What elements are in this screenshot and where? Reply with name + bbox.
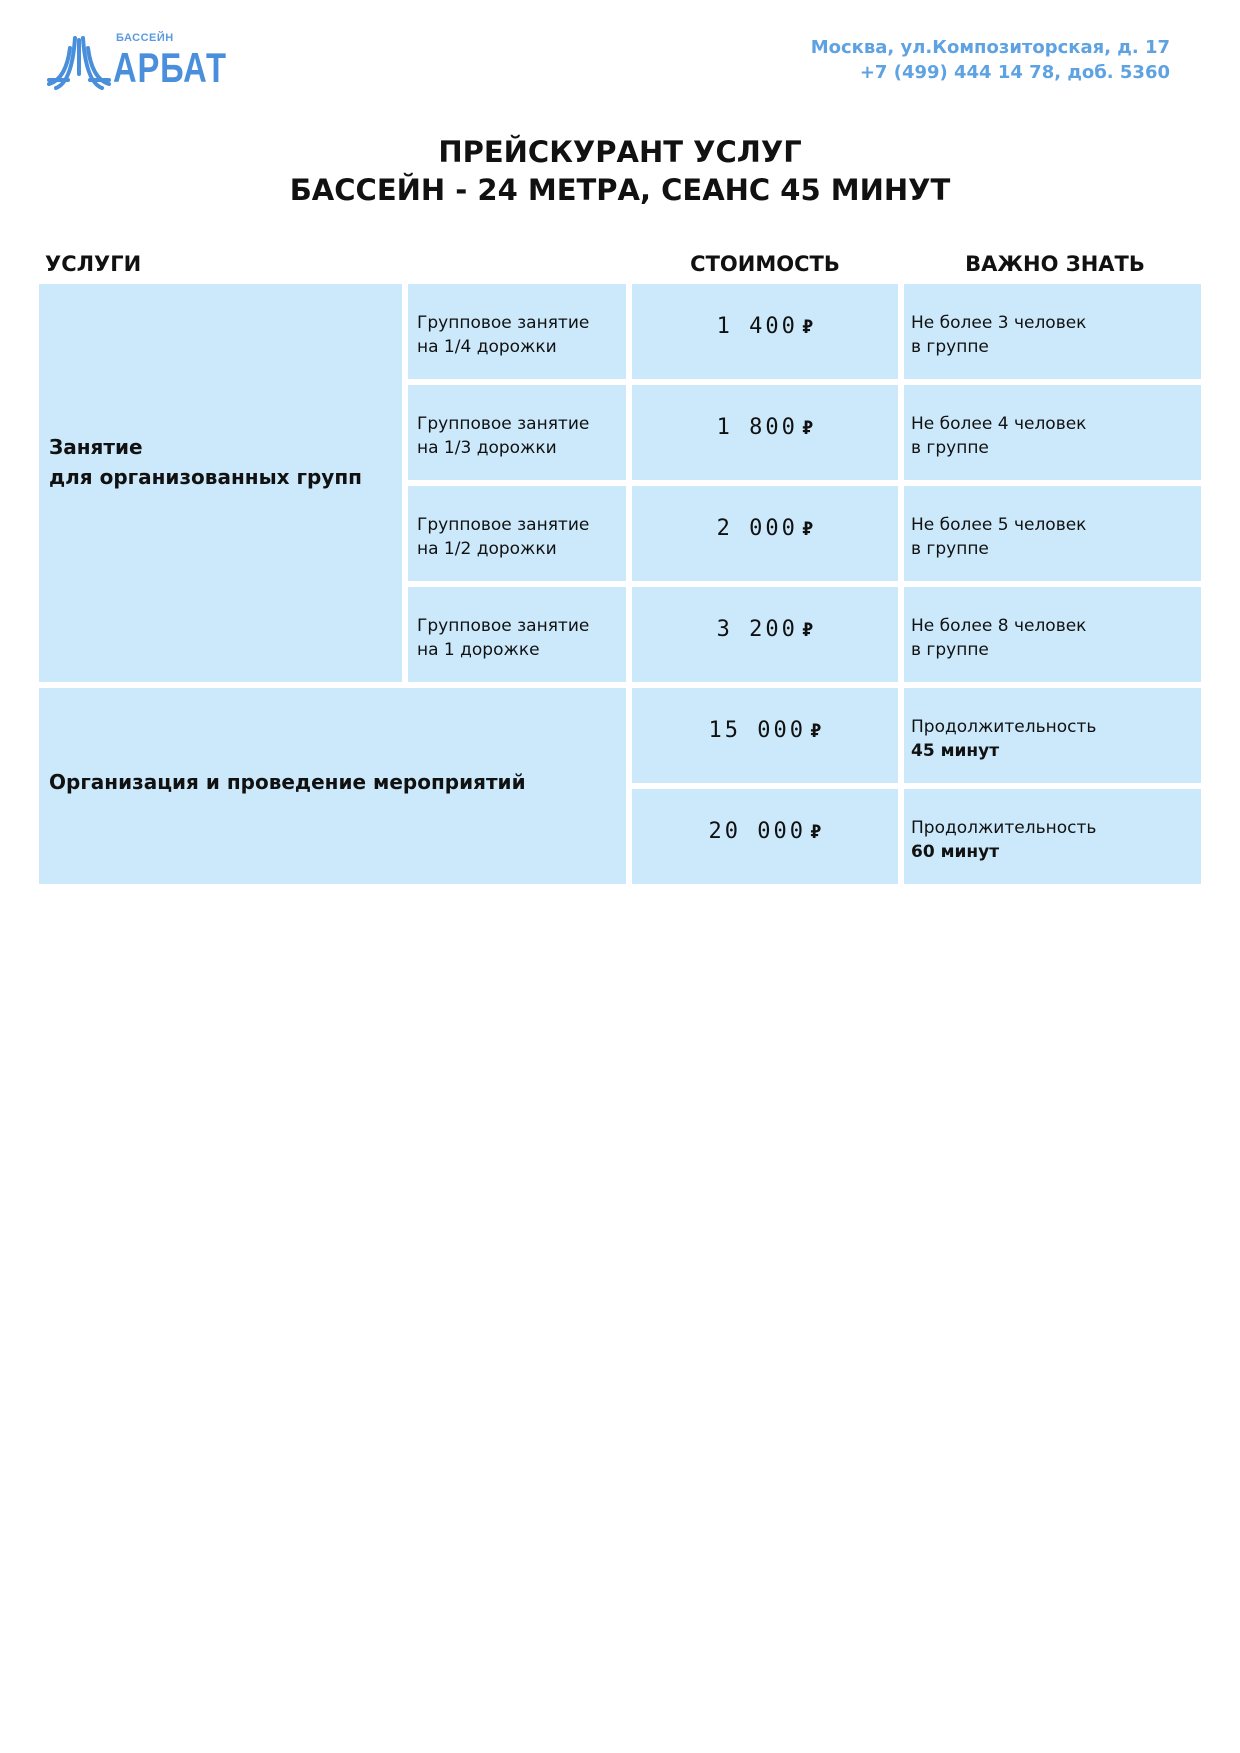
service-desc-cell <box>408 284 626 379</box>
page-title <box>0 133 1240 209</box>
note-line-1: Не более 5 человек <box>911 515 1087 535</box>
service-desc-cell <box>408 385 626 480</box>
pool-logo-icon <box>46 34 112 92</box>
note-line-2 <box>911 840 1201 864</box>
note-line-2: в группе <box>911 337 989 357</box>
note-line-2: в группе <box>911 438 989 458</box>
price-cell <box>632 789 898 884</box>
group-lessons-label-line-2: для организованных групп <box>49 465 362 489</box>
service-desc-line-1: Групповое занятие <box>417 313 590 333</box>
column-header-important: ВАЖНО ЗНАТЬ <box>965 252 1145 276</box>
price-value: 1 800 <box>716 415 798 440</box>
note-cell <box>904 587 1201 682</box>
column-header-cost: СТОИМОСТЬ <box>690 252 840 276</box>
price-cell <box>632 385 898 480</box>
service-desc-line-2: на 1/2 дорожки <box>417 539 557 559</box>
service-desc-cell <box>408 486 626 581</box>
note-line-1: Продолжительность <box>911 717 1097 737</box>
note-line-1: Не более 8 человек <box>911 616 1087 636</box>
note-cell <box>904 688 1201 783</box>
service-desc-line-2: на 1/4 дорожки <box>417 337 557 357</box>
note-line-1: Не более 3 человек <box>911 313 1087 333</box>
duration-value: 45 минут <box>911 741 1000 761</box>
ruble-icon: ₽ <box>801 315 814 338</box>
price-value: 20 000 <box>708 819 807 844</box>
price-cell <box>632 587 898 682</box>
price-cell <box>632 688 898 783</box>
price-cell <box>632 486 898 581</box>
note-cell <box>904 385 1201 480</box>
title-line-2: БАССЕЙН - 24 МЕТРА, СЕАНС 45 МИНУТ <box>289 173 951 207</box>
price-value: 2 000 <box>716 516 798 541</box>
service-desc-cell <box>408 587 626 682</box>
service-desc-line-1: Групповое занятие <box>417 515 590 535</box>
price-value: 15 000 <box>708 718 807 743</box>
group-lessons-label-line-1: Занятие <box>49 435 143 459</box>
note-line-2 <box>911 739 1201 763</box>
group-lessons-label-cell <box>39 284 402 682</box>
note-cell <box>904 789 1201 884</box>
note-cell <box>904 284 1201 379</box>
address: Москва, ул.Композиторская, д. 17 <box>810 37 1170 58</box>
note-line-2: в группе <box>911 640 989 660</box>
note-cell <box>904 486 1201 581</box>
ruble-icon: ₽ <box>810 719 822 742</box>
duration-value: 60 минут <box>911 842 1000 862</box>
note-line-2: в группе <box>911 539 989 559</box>
service-desc-line-1: Групповое занятие <box>417 616 590 636</box>
ruble-icon: ₽ <box>801 517 814 540</box>
service-desc-line-2: на 1/3 дорожки <box>417 438 557 458</box>
price-cell <box>632 284 898 379</box>
service-desc-line-1: Групповое занятие <box>417 414 590 434</box>
title-line-1: ПРЕЙСКУРАНТ УСЛУГ <box>438 135 802 169</box>
service-desc-line-2: на 1 дорожке <box>417 640 540 660</box>
price-value: 3 200 <box>716 617 798 642</box>
phone: +7 (499) 444 14 78, доб. 5360 <box>859 62 1170 83</box>
events-label: Организация и проведение мероприятий <box>49 770 526 794</box>
column-header-services: УСЛУГИ <box>45 252 142 276</box>
events-label-cell <box>39 688 626 884</box>
logo-small-text: БАССЕЙН <box>116 32 174 44</box>
ruble-icon: ₽ <box>801 618 814 641</box>
note-line-1: Не более 4 человек <box>911 414 1087 434</box>
note-line-1: Продолжительность <box>911 818 1097 838</box>
ruble-icon: ₽ <box>810 820 822 843</box>
price-value: 1 400 <box>716 314 798 339</box>
logo <box>46 32 226 94</box>
contact-info <box>811 35 1170 85</box>
ruble-icon: ₽ <box>801 416 814 439</box>
logo-big-text: АРБАТ <box>113 44 227 91</box>
